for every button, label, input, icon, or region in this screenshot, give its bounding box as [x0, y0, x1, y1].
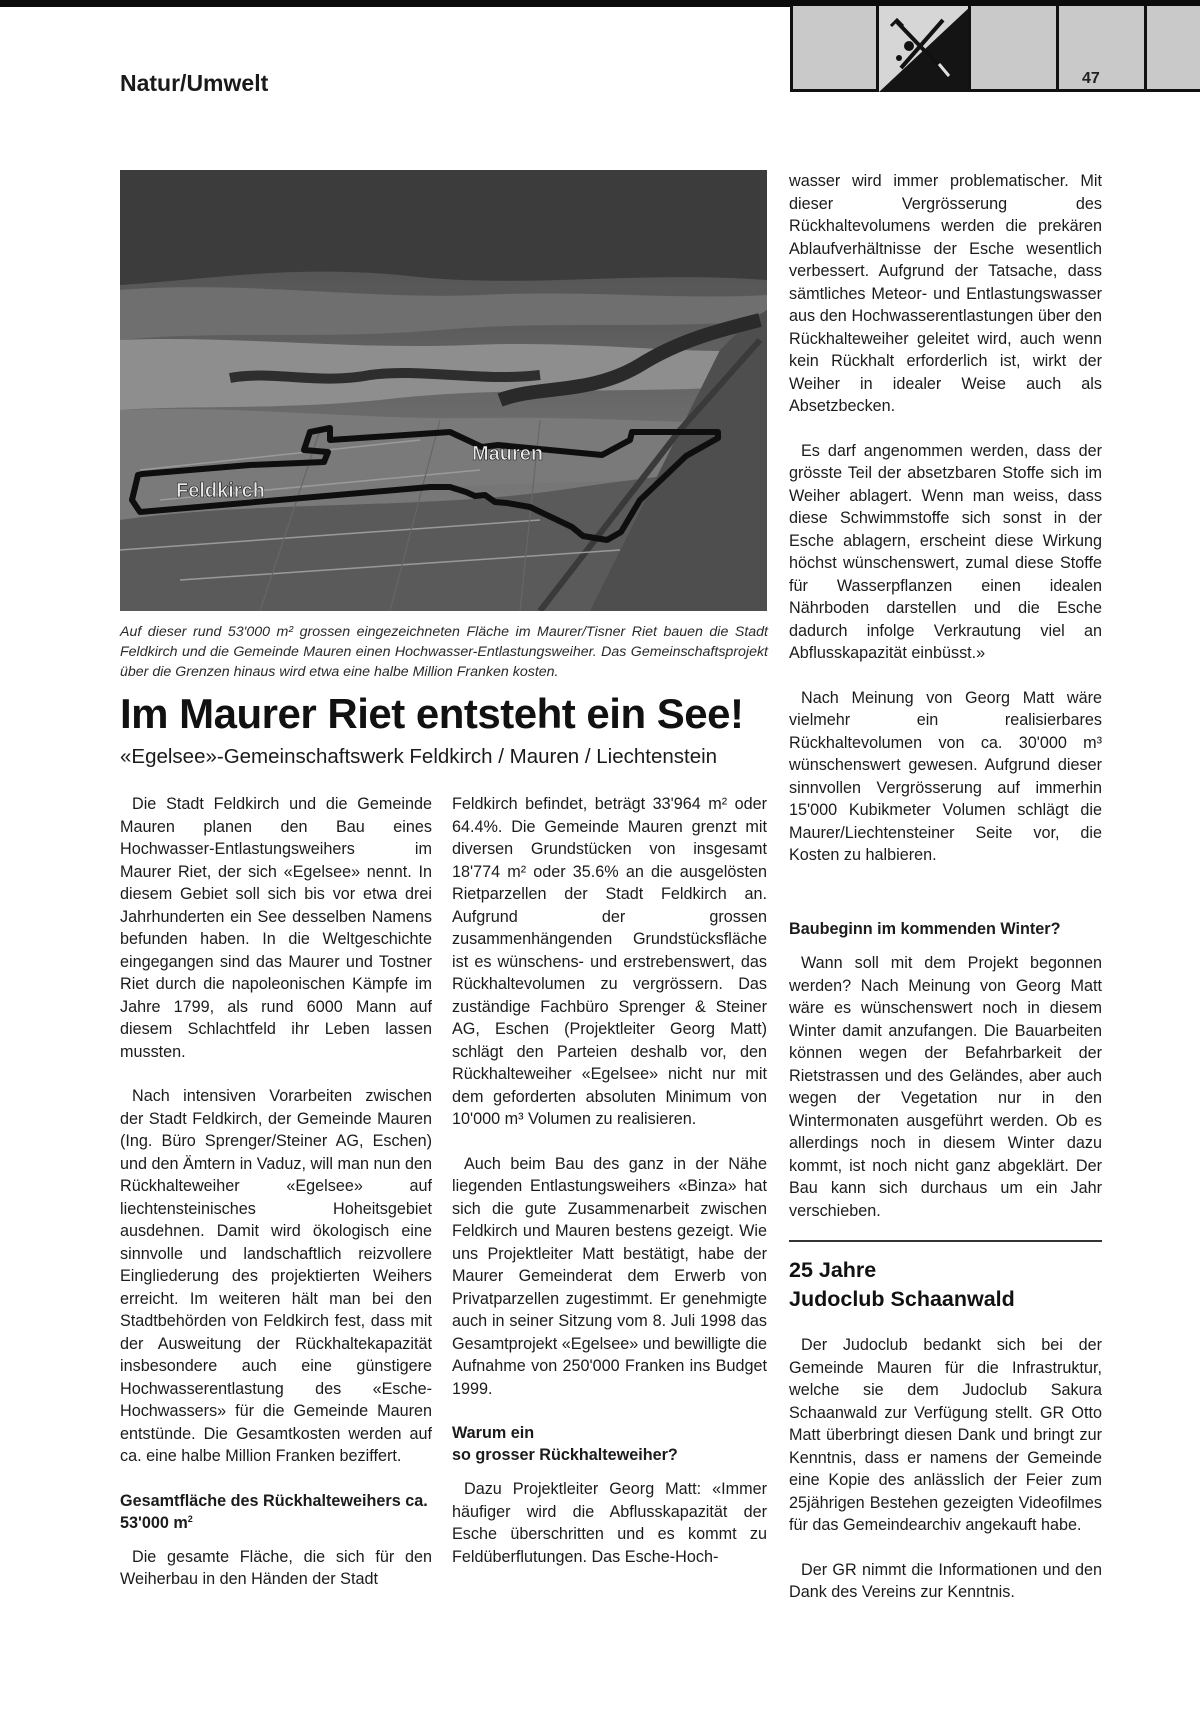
- divider: [789, 1240, 1102, 1242]
- paragraph: Der Judoclub bedankt sich bei der Gemeinde Mauren für die Infrastruktur, welche sie dem Judoclub Sakura Schaanwald zur Verfügung stellt. GR Otto Matt überbringt diesen Dank und bringt zur Kenntnis, dass er namens der Gemeinde eine Kopie des anlässlich der Feier zum 25jährigen Bestehen gezeigten Videofilmes für das Gemeindearchiv angekauft habe.: [789, 1336, 1102, 1534]
- article-column-3: [789, 170, 1102, 889]
- article-headline: Im Maurer Riet entsteht ein See!: [120, 690, 744, 737]
- judo-article-body: [789, 1334, 1102, 1626]
- article-subheadline: «Egelsee»-Gemeinschaftswerk Feldkirch / Mauren / Liechtenstein: [120, 745, 718, 768]
- page-number: 47: [1082, 70, 1100, 87]
- subheading-gesamtflaeche: Gesamtfläche des Rückhalteweihers ca. 53'000 $m^2$: [120, 1491, 428, 1532]
- paragraph: Der GR nimmt die Informationen und den Dank des Vereins zur Kenntnis.: [789, 1560, 1102, 1601]
- header-tab: [968, 6, 1056, 92]
- header-tab-bar: [790, 6, 1200, 92]
- judo-article-title: 25 Jahre Judoclub Schaanwald: [789, 1258, 1015, 1311]
- subheading-baubeginn: Baubeginn im kommenden Winter?: [789, 920, 1061, 938]
- paragraph: Die gesamte Fläche, die sich für den Weiherbau in den Händen der Stadt: [120, 1547, 432, 1588]
- photo-caption: Auf dieser rund 53'000 m² grossen eingezeichneten Fläche im Maurer/Tisner Riet bauen die Stadt Feldkirch und die Gemeinde Mauren einen Hochwasser-Entlastungsweiher. Das Gemeinschaftsprojekt über die Grenzen hinaus wird etwa eine halbe Million Franken kosten.: [120, 624, 768, 680]
- article-column-1: [120, 793, 432, 1613]
- section-title: Natur/Umwelt: [120, 70, 269, 96]
- header-tab: [790, 6, 878, 92]
- paragraph: Nach Meinung von Georg Matt wäre vielmehr ein realisierbares Rückhaltevolumen von ca. 30'000 m³ wünschenswert gewesen. Aufgrund dieser sinnvollen Vergrösserung auf immerhin 15'000 Kubikmeter Volumen schlägt die Maurer/Liechtensteiner Seite vor, die Kosten zu halbieren.: [789, 688, 1102, 864]
- subheading-warum: Warum ein so grosser Rückhalteweiher?: [452, 1424, 678, 1464]
- article-column-3-continued: [789, 918, 1102, 1244]
- emblem-icon: [876, 6, 968, 92]
- paragraph: Es darf angenommen werden, dass der grösste Teil der absetzbaren Stoffe sich im Weiher ablagert. Wenn man weiss, dass diese Schwimmstoffe sich sonst in der Esche ablagern, erscheint diese Wirkung höchst wünschenswert, zumal diese Stoffe für Wasserpflanzen einen idealen Nährboden darstellen und die Esche dadurch infolge Verkrautung viel an Abflusskapazität einbüsst.»: [789, 441, 1102, 662]
- map-label-feldkirch: Feldkirch: [176, 480, 265, 502]
- aerial-photo: [120, 170, 767, 611]
- header-tab: [1056, 6, 1144, 92]
- article-column-2: [452, 793, 767, 1590]
- header-tab: [1144, 6, 1200, 92]
- paragraph: wasser wird immer problematischer. Mit dieser Vergrösserung des Rückhaltevolumens werden die prekären Ablaufverhältnisse der Esche wesentlich verbessert. Aufgrund der Tatsache, dass sämtliches Meteor- und Entlastungswasser aus den Hochwasserentlastungen über den Rückhalteweiher geleitet wird, auch wenn kein Rückhalt erforderlich ist, wirkt der Weiher in idealer Weise auch als Absetzbecken.: [789, 172, 1102, 415]
- paragraph: Dazu Projektleiter Georg Matt: «Immer häufiger wird die Abflusskapazität der Esche überschritten und es kommt zu Feldüberflutungen. Das Esche-Hoch-: [452, 1480, 767, 1566]
- map-label-mauren: Mauren: [472, 443, 544, 465]
- paragraph: Auch beim Bau des ganz in der Nähe liegenden Entlastungsweihers «Binza» hat sich die gute Zusammenarbeit zwischen Feldkirch und Mauren bestens gezeigt. Wie uns Projektleiter Matt bestätigt, habe der Maurer Gemeinderat dem Erwerb von Privatparzellen zugestimmt. Er genehmigte auch in seiner Sitzung vom 8. Juli 1998 das Gesamtprojekt «Egelsee» und bewilligte die Aufnahme von 250'000 Franken ins Budget 1999.: [452, 1154, 767, 1398]
- paragraph: Wann soll mit dem Projekt begonnen werden? Nach Meinung von Georg Matt wäre es wünschenswert noch in diesem Winter damit anzufangen. Die Bauarbeiten können wegen der Befahrbarkeit der Rietstrassen und des Geländes, aber auch wegen der Vegetation nur in den Wintermonaten ausgeführt werden. Ob es allerdings noch in diesem Winter dazu kommt, ist noch nicht ganz abgeklärt. Der Bau kann sich durchaus um ein Jahr verschieben.: [789, 954, 1102, 1220]
- paragraph: Nach intensiven Vorarbeiten zwischen der Stadt Feldkirch, der Gemeinde Mauren (Ing. Büro Sprenger/Steiner AG, Eschen) und den Ämtern in Vaduz, will man nun den Rückhalteweiher «Egelsee» auf liechtensteinisches Hoheitsgebiet ausdehnen. Damit wird ökologisch eine sinnvolle und landschaftlich reizvollere Eingliederung des projektierten Weihers erreicht. Im weiteren hält man bei den Stadtbehörden von Feldkirch fest, dass mit der Ausweitung der Rückhaltekapazität insbesondere auch eine günstigere Hochwasserentlastung des «Esche-Hochwassers» für die Gemeinde Mauren entstünde. Die Gesamtkosten werden auf ca. eine halbe Million Franken beziffert.: [120, 1087, 432, 1465]
- paragraph: Feldkirch befindet, beträgt 33'964 m² oder 64.4%. Die Gemeinde Mauren grenzt mit diversen Grundstücken von insgesamt 18'774 m² oder 35.6% an die ausgelösten Rietparzellen der Stadt Feldkirch an. Aufgrund der grossen zusammenhängenden Grundstücksfläche ist es wünschens- und erstrebenswert, das Rückhaltevolumen zu vergrössern. Das zuständige Fachbüro Sprenger & Steiner AG, Eschen (Projektleiter Georg Matt) schlägt den Parteien deshalb vor, den Rückhalteweiher «Egelsee» nicht nur mit dem geforderten absoluten Minimum von 10'000 m³ Volumen zu realisieren.: [452, 795, 767, 1128]
- paragraph: Die Stadt Feldkirch und die Gemeinde Mauren planen den Bau eines Hochwasser-Entlastungsweihers im Maurer Riet, der sich «Egelsee» nennt. In diesem Gebiet soll sich bis vor etwa drei Jahrhunderten ein See desselben Namens befunden haben. In die Weltgeschichte eingegangen sind das Maurer und Tostner Riet durch die napoleonischen Kämpfe im Jahre 1799, als rund 6000 Mann auf diesem Schlachtfeld ihr Leben lassen mussten.: [120, 795, 432, 1061]
